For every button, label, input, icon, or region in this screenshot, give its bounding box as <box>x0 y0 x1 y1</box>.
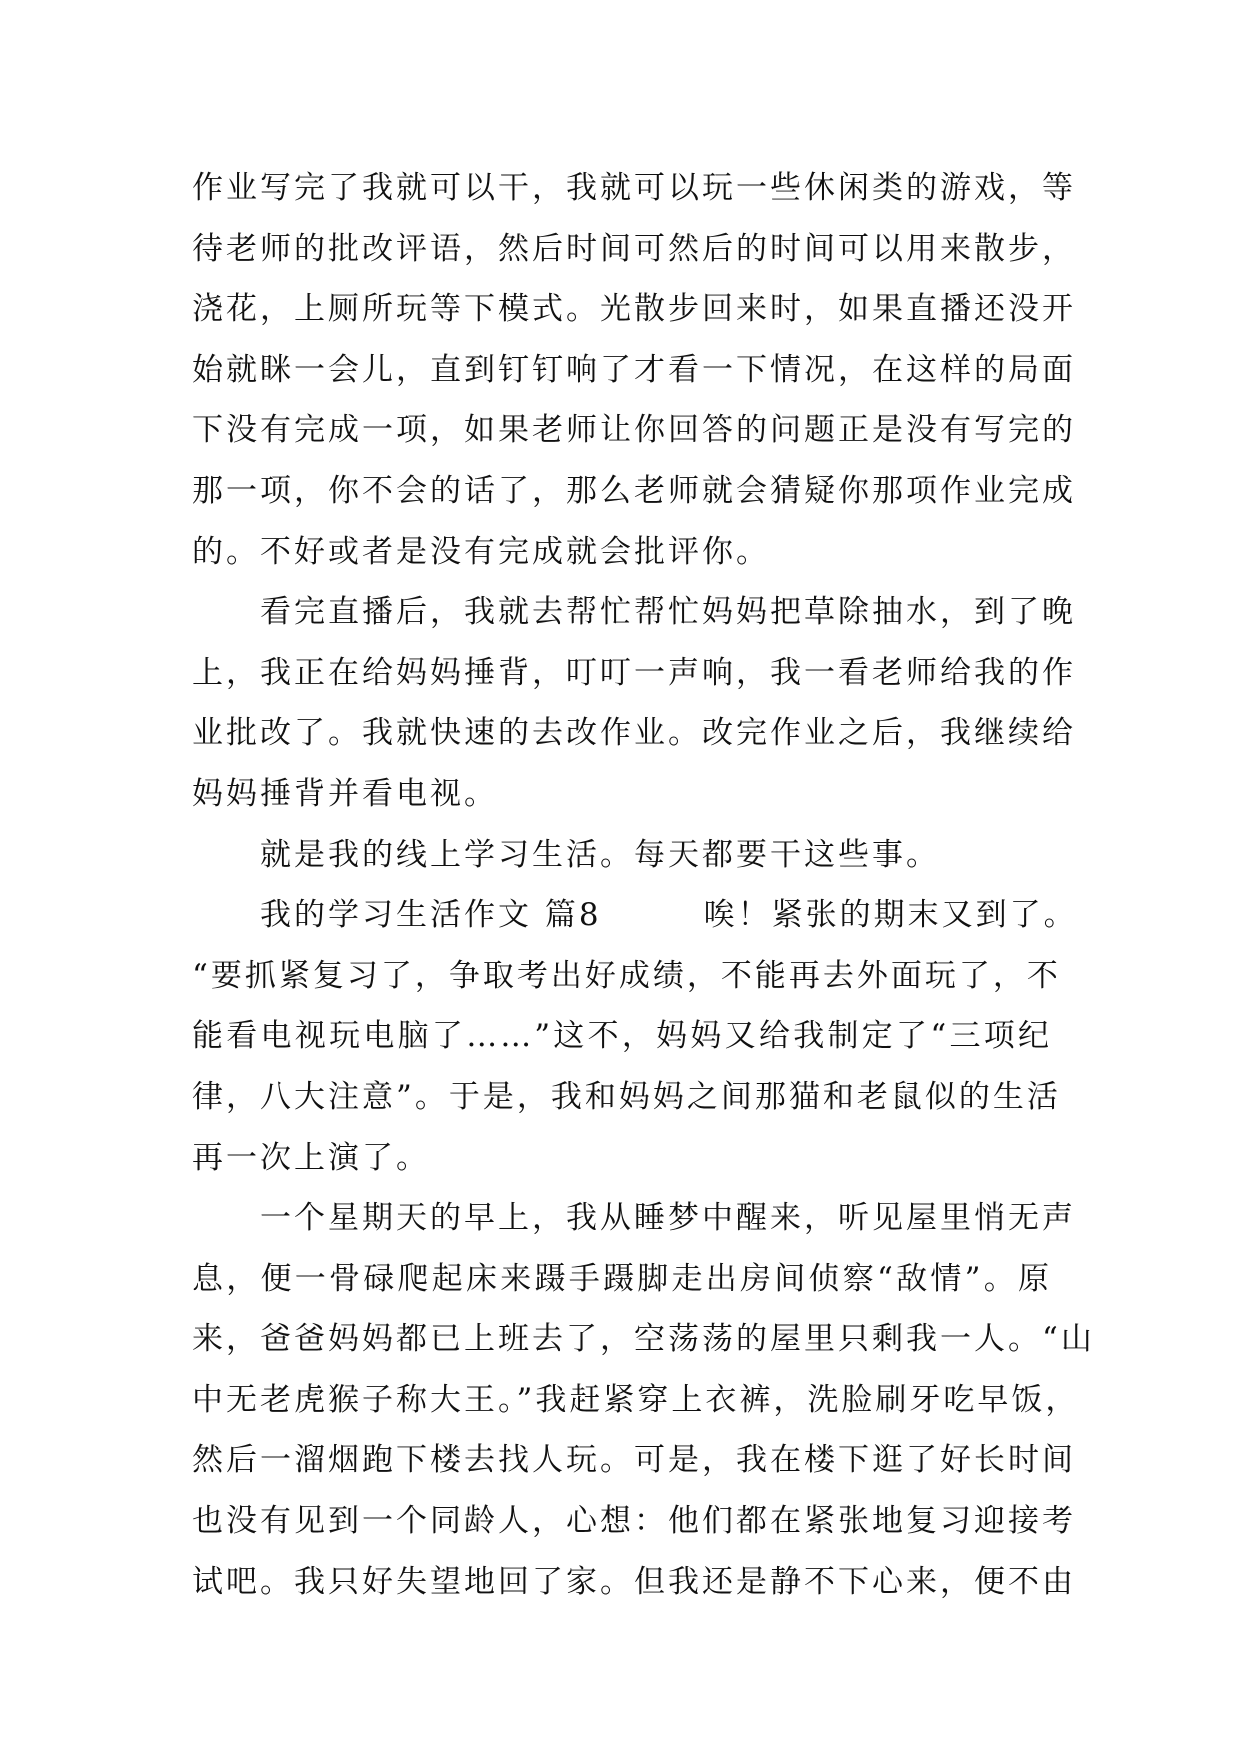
text-line: 上，我正在给妈妈捶背，叮叮一声响，我一看老师给我的作 <box>192 654 1076 691</box>
text-line: 试吧。我只好失望地回了家。但我还是静不下心来，便不由 <box>192 1563 1076 1600</box>
text-line: 看完直播后，我就去帮忙帮忙妈妈把草除抽水，到了晚 <box>192 594 1076 631</box>
text-line: 息，便一骨碌爬起床来蹑手蹑脚走出房间侦察“敌情”。原 <box>192 1260 1052 1297</box>
text-line: 一个星期天的早上，我从睡梦中醒来，听见屋里悄无声 <box>192 1200 1076 1237</box>
text-line: 再一次上演了。 <box>192 1139 430 1176</box>
text-line: 就是我的线上学习生活。每天都要干这些事。 <box>192 836 940 873</box>
text-line: 妈妈捶背并看电视。 <box>192 775 498 812</box>
text-line: 能看电视玩电脑了……”这不，妈妈又给我制定了“三项纪 <box>192 1018 1052 1055</box>
text-line: 始就眯一会儿，直到钉钉响了才看一下情况，在这样的局面 <box>192 351 1076 388</box>
text-line: “要抓紧复习了，争取考出好成绩，不能再去外面玩了，不 <box>192 957 1061 994</box>
text-line: 那一项，你不会的话了，那么老师就会猜疑你那项作业完成 <box>192 472 1076 509</box>
text-line: 业批改了。我就快速的去改作业。改完作业之后，我继续给 <box>192 715 1076 752</box>
text-line: 来，爸爸妈妈都已上班去了，空荡荡的屋里只剩我一人。“山 <box>192 1321 1095 1358</box>
text-line: 作业写完了我就可以干，我就可以玩一些休闲类的游戏，等 <box>192 170 1076 206</box>
text-line: 中无老虎猴子称大王。”我赶紧穿上衣裤，洗脸刷牙吃早饭， <box>192 1381 1080 1418</box>
text-line: 的。不好或者是没有完成就会批评你。 <box>192 533 770 570</box>
text-line: 浇花，上厕所玩等下模式。光散步回来时，如果直播还没开 <box>192 291 1076 328</box>
text-line: 待老师的批改评语，然后时间可然后的时间可以用来散步， <box>192 230 1076 267</box>
section-heading-line: 我的学习生活作文 篇8 唉！紧张的期末又到了。 <box>192 897 1078 934</box>
text-line: 也没有见到一个同龄人，心想：他们都在紧张地复习迎接考 <box>192 1503 1076 1540</box>
body-text <box>192 158 1095 1612</box>
text-line: 然后一溜烟跑下楼去找人玩。可是，我在楼下逛了好长时间 <box>192 1442 1076 1479</box>
text-line: 下没有完成一项，如果老师让你回答的问题正是没有写完的 <box>192 412 1076 449</box>
text-line: 律，八大注意”。于是，我和妈妈之间那猫和老鼠似的生活 <box>192 1078 1061 1115</box>
